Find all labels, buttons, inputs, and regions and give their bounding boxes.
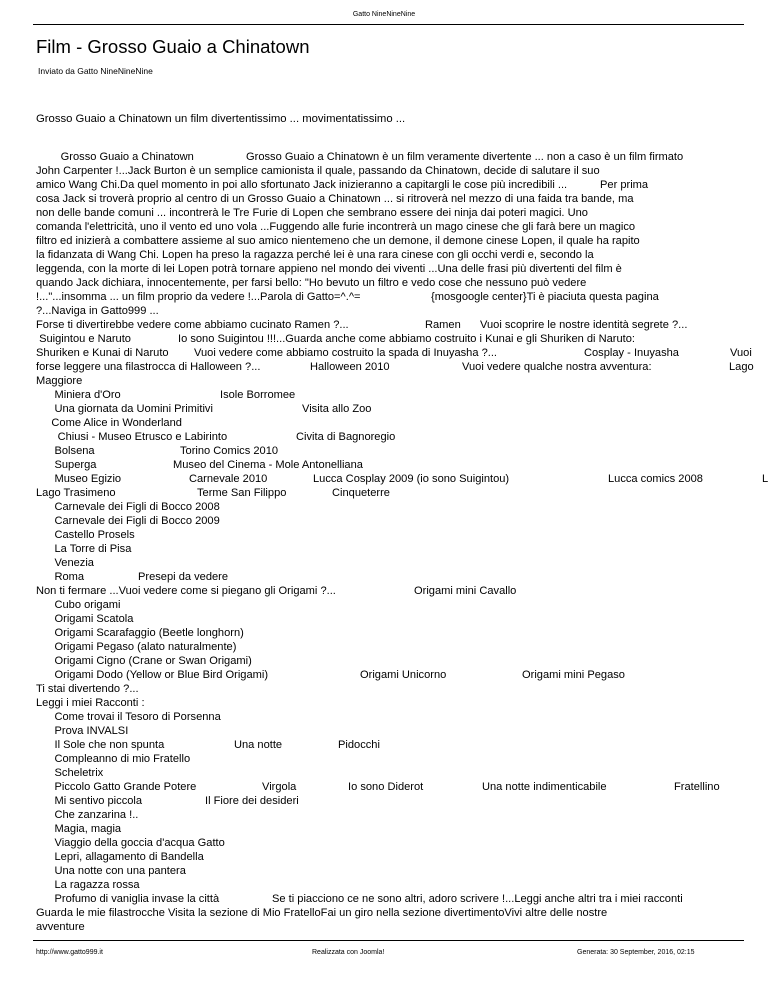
body-line: Lago Trasimeno <box>36 487 116 499</box>
body-line: Roma <box>36 571 85 583</box>
body-line: non delle bande comuni ... incontrerà le Tre Furie di Lopen che sembrano essere dei ninja dai poteri magici. Uno <box>36 207 588 219</box>
body-line: Origami Unicorno <box>360 669 447 681</box>
body-line: Isole Borromee <box>220 389 296 401</box>
body-line: Se ti piacciono ce ne sono altri, adoro scrivere !...Leggi anche altri tra i miei racconti <box>272 893 683 905</box>
body-line: Carnevale dei Figli di Bocco 2008 <box>36 501 220 513</box>
body-line: Grosso Guaio a Chinatown <box>36 151 194 163</box>
body-line: Halloween 2010 <box>310 361 390 373</box>
body-line: L <box>762 473 768 485</box>
body-line: Superga <box>36 459 97 471</box>
body-line: John Carpenter !...Jack Burton è un semplice camionista il quale, passando da Chinatown, decide di salutare il suo <box>36 165 600 177</box>
body-line: Origami mini Cavallo <box>414 585 517 597</box>
body-line: Cinqueterre <box>332 487 390 499</box>
body-line: Come Alice in Wonderland <box>36 417 182 429</box>
body-line: Origami Scatola <box>36 613 134 625</box>
body-line: Vuoi scoprire le nostre identità segrete ?... <box>480 319 688 331</box>
body-line: Io sono Diderot <box>348 781 424 793</box>
body-line: Miniera d'Oro <box>36 389 121 401</box>
body-line: Una notte con una pantera <box>36 865 186 877</box>
author-byline: Inviato da Gatto NineNineNine <box>38 66 153 76</box>
body-line: Maggiore <box>36 375 83 387</box>
body-line: Cubo origami <box>36 599 121 611</box>
body-line: forse leggere una filastrocca di Halloween ?... <box>36 361 261 373</box>
body-line: La ragazza rossa <box>36 879 140 891</box>
body-line: Suigintou e Naruto <box>36 333 131 345</box>
body-line: Cosplay - Inuyasha <box>584 347 679 359</box>
body-line: Venezia <box>36 557 94 569</box>
body-line: Compleanno di mio Fratello <box>36 753 191 765</box>
body-line: La Torre di Pisa <box>36 543 132 555</box>
header-rule <box>33 24 744 25</box>
body-line: amico Wang Chi.Da quel momento in poi allo sfortunato Jack inizieranno a capitargli le cose più incredibili ... <box>36 179 568 191</box>
body-line: Origami Pegaso (alato naturalmente) <box>36 641 237 653</box>
body-line: cosa Jack si troverà proprio al centro di un Grosso Guaio a Chinatown ... si ritroverà nel mezzo di una faida tra bande, ma <box>36 193 634 205</box>
body-line: Castello Prosels <box>36 529 135 541</box>
body-line: filtro ed inizierà a combattere assieme al suo amico nientemeno che un demone, il demone cinese Lopen, il quale ha rapito <box>36 235 640 247</box>
body-line: Pidocchi <box>338 739 380 751</box>
body-line: Museo del Cinema - Mole Antonelliana <box>173 459 363 471</box>
body-line: Una notte indimenticabile <box>482 781 607 793</box>
body-line: Una giornata da Uomini Primitivi <box>36 403 213 415</box>
body-line: Magia, magia <box>36 823 122 835</box>
body-line: Il Sole che non spunta <box>36 739 165 751</box>
body-line: Carnevale dei Figli di Bocco 2009 <box>36 515 220 527</box>
body-line: Virgola <box>262 781 297 793</box>
body-line: Io sono Suigintou !!!...Guarda anche come abbiamo costruito i Kunai e gli Shuriken di Naruto: <box>178 333 635 345</box>
body-line: Visita allo Zoo <box>302 403 372 415</box>
body-line: comanda l'elettricità, uno il vento ed uno vola ...Fuggendo alle furie incontrerà un mago cinese che gli farà bere un magico <box>36 221 636 233</box>
body-line: Ti stai divertendo ?... <box>36 683 139 695</box>
body-line: Lago <box>729 361 754 373</box>
body-line: Il Fiore dei desideri <box>205 795 299 807</box>
body-line: Guarda le mie filastrocche Visita la sezione di Mio FratelloFai un giro nella sezione divertimentoVivi altre delle nostre <box>36 907 608 919</box>
page-title: Film - Grosso Guaio a Chinatown <box>36 36 310 57</box>
body-line: avventure <box>36 921 85 933</box>
footer-credit: Realizzata con Joomla! <box>312 949 385 956</box>
body-line: Per prima <box>600 179 649 191</box>
body-line: Terme San Filippo <box>197 487 287 499</box>
body-line: {mosgoogle center}Ti è piaciuta questa pagina <box>431 291 659 303</box>
body-line: Origami Scarafaggio (Beetle longhorn) <box>36 627 244 639</box>
body-line: Lucca Cosplay 2009 (io sono Suigintou) <box>313 473 510 485</box>
body-line: Lepri, allagamento di Bandella <box>36 851 204 863</box>
body-line: Come trovai il Tesoro di Porsenna <box>36 711 221 723</box>
body-line: ?...Naviga in Gatto999 ... <box>36 305 159 317</box>
body-line: Scheletrix <box>36 767 104 779</box>
body-line: Grosso Guaio a Chinatown è un film veramente divertente ... non a caso è un film firmato <box>246 151 684 163</box>
body-line: Mi sentivo piccola <box>36 795 143 807</box>
page-header-site: Gatto NineNineNine <box>352 11 416 18</box>
body-line: Chiusi - Museo Etrusco e Labirinto <box>36 431 228 443</box>
body-line: Piccolo Gatto Grande Potere <box>36 781 197 793</box>
body-line: Civita di Bagnoregio <box>296 431 396 443</box>
body-line: Ramen <box>425 319 461 331</box>
body-line: Profumo di vaniglia invase la città <box>36 893 220 905</box>
body-line: quando Jack dichiara, innocentemente, per farsi bello: "Ho bevuto un filtro e vedo cose che nessuno può vedere <box>36 277 587 289</box>
article-intro: Grosso Guaio a Chinatown un film divertentissimo ... movimentatissimo ... <box>36 113 406 125</box>
body-line: Vuoi vedere come abbiamo costruito la spada di Inuyasha ?... <box>194 347 497 359</box>
body-line: Una notte <box>234 739 283 751</box>
body-line: Carnevale 2010 <box>189 473 268 485</box>
body-line: Fratellino <box>674 781 720 793</box>
body-line: Leggi i miei Racconti : <box>36 697 145 709</box>
body-line: leggenda, con la morte di lei Lopen potrà tornare appieno nel mondo dei viventi ...Una delle frasi più divertenti del film è <box>36 263 622 275</box>
body-line: Origami mini Pegaso <box>522 669 625 681</box>
footer-generated-date: Generata: 30 September, 2016, 02:15 <box>577 949 695 956</box>
body-line: Shuriken e Kunai di Naruto <box>36 347 169 359</box>
body-line: Prova INVALSI <box>36 725 129 737</box>
body-line: Non ti fermare ...Vuoi vedere come si piegano gli Origami ?... <box>36 585 336 597</box>
body-line: Bolsena <box>36 445 95 457</box>
body-line: Che zanzarina !.. <box>36 809 139 821</box>
footer-rule <box>33 940 744 941</box>
body-line: Vuoi <box>730 347 752 359</box>
body-line: Viaggio della goccia d'acqua Gatto <box>36 837 225 849</box>
body-line: Origami Cigno (Crane or Swan Origami) <box>36 655 252 667</box>
body-line: Vuoi vedere qualche nostra avventura: <box>462 361 652 373</box>
body-line: Museo Egizio <box>36 473 122 485</box>
body-line: Torino Comics 2010 <box>180 445 279 457</box>
body-line: Presepi da vedere <box>138 571 229 583</box>
body-line: Forse ti divertirebbe vedere come abbiamo cucinato Ramen ?... <box>36 319 349 331</box>
body-line: la fidanzata di Wang Chi. Lopen ha preso la ragazza perché lei è una rara cinese con gli occhi verdi e, secondo la <box>36 249 594 261</box>
body-line: !..."...insomma ... un film proprio da vedere !...Parola di Gatto=^.^= <box>36 291 361 303</box>
body-line: Origami Dodo (Yellow or Blue Bird Origami) <box>36 669 269 681</box>
body-line: Lucca comics 2008 <box>608 473 703 485</box>
footer-site-url[interactable]: http://www.gatto999.it <box>36 949 103 956</box>
